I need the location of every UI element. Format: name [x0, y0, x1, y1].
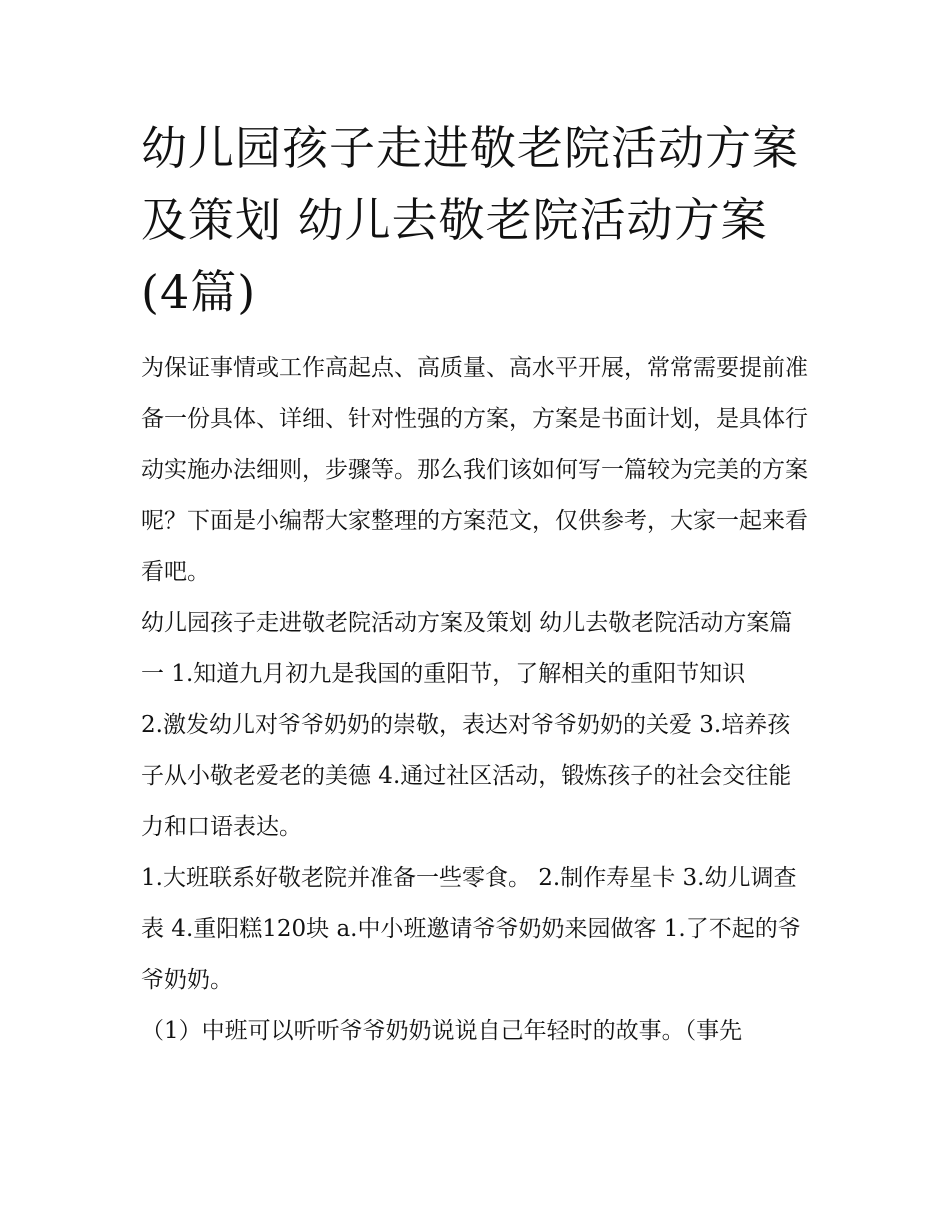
- document-body: [141, 112, 813, 1057]
- paragraph-activity: （1）中班可以听听爷爷奶奶说说自己年轻时的故事。（事先: [141, 1018, 743, 1044]
- paragraph-intro: 为保证事情或工作高起点、高质量、高水平开展，常常需要提前准备一份具体、详细、针对性强的方案，方案是书面计划，是具体行动实施办法细则，步骤等。那么我们该如何写一篇较为完美的方案呢？下面是小编帮大家整理的方案范文，仅供参考，大家一起来看看吧。: [141, 355, 808, 585]
- paragraph-preparation: 1.大班联系好敬老院并准备一些零食。 2.制作寿星卡 3.幼儿调查表 4.重阳糕120块 a.中小班邀请爷爷奶奶来园做客 1.了不起的爷爷奶奶。: [141, 865, 801, 993]
- document-title: 幼儿园孩子走进敬老院活动方案及策划 幼儿去敬老院活动方案(4篇): [141, 121, 799, 319]
- paragraph-goals: 2.激发幼儿对爷爷奶奶的崇敬，表达对爷爷奶奶的关爱 3.培养孩子从小敬老爱老的美德 4.通过社区活动，锻炼孩子的社会交往能力和口语表达。: [141, 712, 792, 840]
- paragraph-section-one: 幼儿园孩子走进敬老院活动方案及策划 幼儿去敬老院活动方案篇一 1.知道九月初九是我国的重阳节，了解相关的重阳节知识: [141, 610, 793, 687]
